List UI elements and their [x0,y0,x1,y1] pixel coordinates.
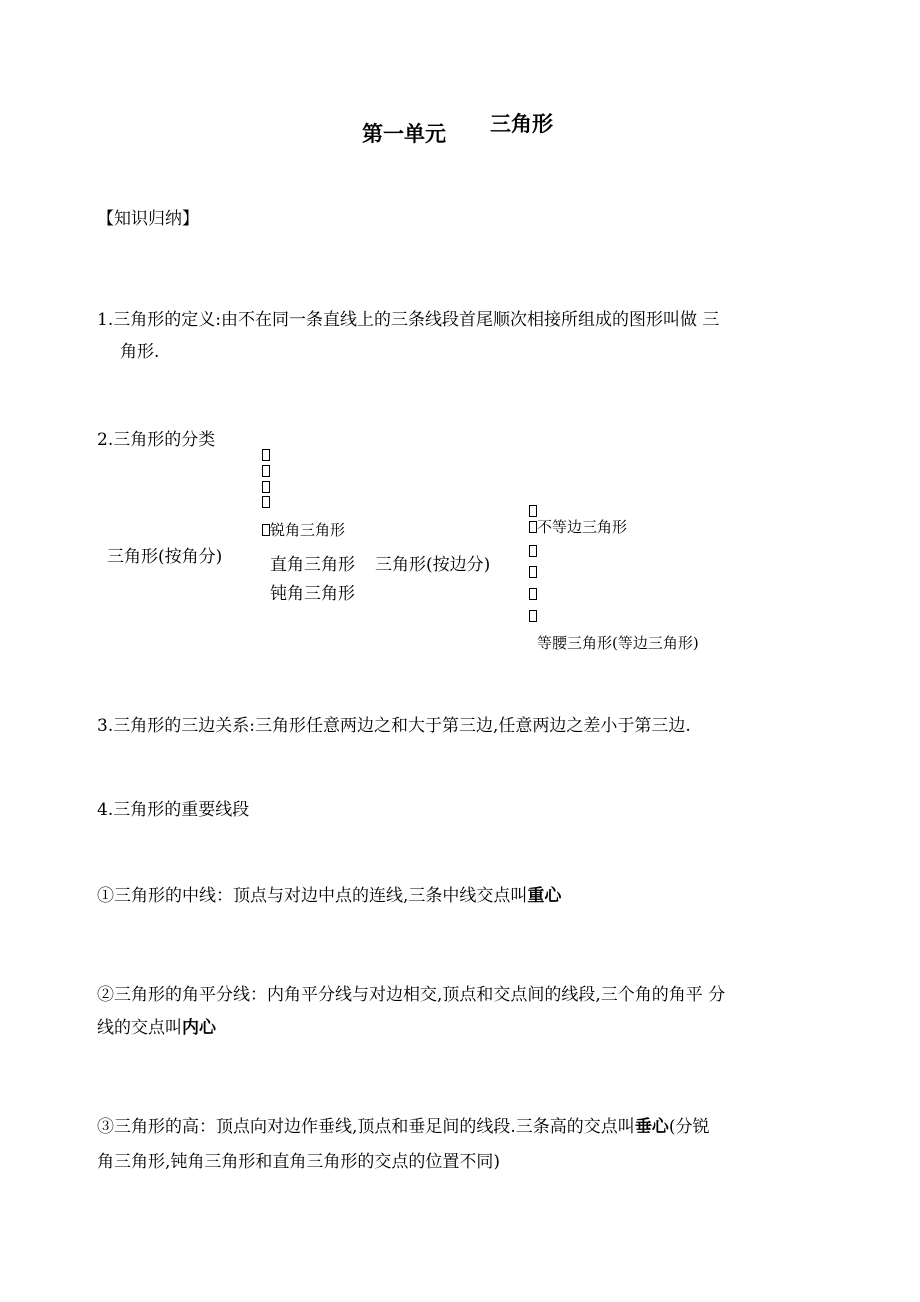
scalene-triangle-item [529,517,627,537]
altitude-line-2: 角三角形,钝角三角形和直角三角形的交点的位置不同) [97,1152,501,1172]
isosceles-triangle-label: 等腰三角形(等边三角形) [537,634,699,652]
by-side-label: 三角形(按边分) [375,555,491,575]
classification-heading: 2.三角形的分类 [97,430,216,450]
obtuse-triangle-label: 钝角三角形 [270,584,355,604]
acute-triangle-label: 锐角三角形 [270,521,346,539]
missing-glyph-icon [262,465,270,477]
definition-line-2: 角形. [120,342,160,362]
bisector-text: 线的交点叫 [97,1018,182,1038]
bisector-line-2 [97,1017,216,1039]
missing-glyph-icon [529,545,537,557]
median-line [97,885,561,907]
definition-line-1: 1.三角形的定义:由不在同一条直线上的三条线段首尾顺次相接所组成的图形叫做 三 [97,310,720,330]
page-title-topic: 三角形 [490,112,553,136]
altitude-tail: (分锐 [668,1117,710,1137]
orthocenter-term: 垂心 [634,1117,669,1137]
missing-glyph-icon [529,521,537,533]
missing-glyph-icon [262,449,270,461]
important-segments-heading: 4.三角形的重要线段 [97,800,250,820]
missing-glyph-icon [529,610,537,622]
by-angle-label: 三角形(按角分) [107,547,223,567]
missing-glyph-icon [529,505,537,517]
missing-glyph-icon [262,496,270,508]
bisector-line-1: ②三角形的角平分线：内角平分线与对边相交,顶点和交点间的线段,三个角的角平 分 [97,985,726,1005]
acute-triangle-item [262,520,345,540]
side-relation-text: 3.三角形的三边关系:三角形任意两边之和大于第三边,任意两边之差小于第三边. [97,716,691,736]
centroid-term: 重心 [527,886,562,906]
missing-glyph-icon [529,566,537,578]
incenter-term: 内心 [182,1018,216,1038]
altitude-line-1 [97,1116,709,1138]
altitude-text: ③三角形的高：顶点向对边作垂线,顶点和垂足间的线段.三条高的交点叫 [97,1117,635,1137]
page-title-unit: 第一单元 [362,122,446,146]
scalene-triangle-label: 不等边三角形 [537,518,628,536]
right-triangle-label: 直角三角形 [270,555,355,575]
section-header: 【知识归纳】 [97,209,199,229]
missing-glyph-icon [262,524,270,536]
median-text: ①三角形的中线：顶点与对边中点的连线,三条中线交点叫 [97,886,528,906]
missing-glyph-icon [262,481,270,493]
missing-glyph-icon [529,588,537,600]
